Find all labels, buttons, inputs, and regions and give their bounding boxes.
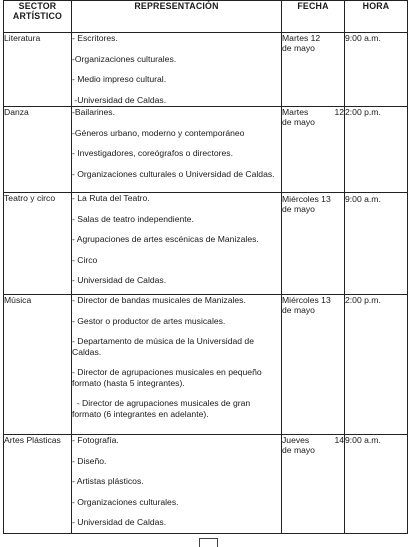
list-item: -Géneros urbano, moderno y contemporáneo xyxy=(72,127,245,138)
hora-cell: 2:00 p.m. xyxy=(345,107,408,193)
list-item: - Agrupaciones de artes escénicas de Manizales. xyxy=(72,234,259,245)
list-item: - Universidad de Caldas. xyxy=(72,517,167,528)
fecha-number: 12 xyxy=(334,107,344,117)
fecha-cell xyxy=(282,33,345,107)
list-item: - Gestor o productor de artes musicales. xyxy=(72,315,226,326)
fecha-number: 14 xyxy=(334,435,344,445)
table-row xyxy=(4,295,408,435)
list-item: - Director de agrupaciones musicales en pequeño formato (hasta 5 integrantes). xyxy=(72,367,262,388)
fecha-line: Miércoles 13 xyxy=(282,194,331,204)
list-item: - Escritores. xyxy=(72,33,118,43)
header-row xyxy=(4,1,408,33)
list-item: - Investigadores, coreógrafos o directores. xyxy=(72,148,233,159)
list-item: -Bailarines. xyxy=(72,107,115,117)
list-item: - Medio impreso cultural. xyxy=(72,74,167,85)
list-item: - Fotografía. xyxy=(72,435,119,445)
fecha-line: Martes 12 xyxy=(282,33,321,43)
table-row xyxy=(4,107,408,193)
hora-cell: 9:00 a.m. xyxy=(345,33,408,107)
table-row xyxy=(4,33,408,107)
header-representacion: REPRESENTACIÓN xyxy=(72,1,282,33)
sector-cell: Literatura xyxy=(4,33,72,107)
header-fecha: FECHA xyxy=(282,1,345,33)
hora-cell: 2:00 p.m. xyxy=(345,295,408,435)
representacion-cell xyxy=(72,33,282,107)
table-row xyxy=(4,193,408,295)
fecha-line xyxy=(282,107,344,117)
fecha-line xyxy=(282,435,344,445)
representacion-cell xyxy=(72,193,282,295)
list-item: - Circo xyxy=(72,254,98,265)
header-sector: SECTOR ARTÍSTICO xyxy=(4,1,72,33)
list-item: - Director de agrupaciones musicales de gran formato (6 integrantes en adelante). xyxy=(72,398,253,419)
table-row xyxy=(4,435,408,534)
sector-cell: Artes Plásticas xyxy=(4,435,72,534)
list-item: - Salas de teatro independiente. xyxy=(72,213,194,224)
representacion-cell xyxy=(72,107,282,193)
hora-cell: 9:00 a.m. xyxy=(345,193,408,295)
list-item: - Universidad de Caldas. xyxy=(72,275,167,286)
hora-cell: 9:00 a.m. xyxy=(345,435,408,534)
list-item: - Organizaciones culturales. xyxy=(72,496,179,507)
representacion-cell xyxy=(72,435,282,534)
page-edge-mark xyxy=(199,538,218,547)
fecha-line: de mayo xyxy=(282,117,315,128)
list-item: - La Ruta del Teatro. xyxy=(72,193,150,203)
sector-cell: Teatro y circo xyxy=(4,193,72,295)
header-hora: HORA xyxy=(345,1,408,33)
list-item: - Director de bandas musicales de Manizales. xyxy=(72,295,246,305)
fecha-line: de mayo xyxy=(282,43,315,54)
sector-cell: Danza xyxy=(4,107,72,193)
representacion-cell xyxy=(72,295,282,435)
fecha-line: Miércoles 13 xyxy=(282,295,331,305)
list-item: - Diseño. xyxy=(72,455,107,466)
fecha-day: Jueves xyxy=(282,435,310,445)
fecha-cell xyxy=(282,295,345,435)
list-item: - Artistas plásticos. xyxy=(72,476,144,487)
fecha-line: de mayo xyxy=(282,305,315,316)
fecha-line: de mayo xyxy=(282,204,315,215)
fecha-cell xyxy=(282,435,345,534)
list-item: - Departamento de música de la Universidad de Caldas. xyxy=(72,336,254,357)
list-item: - Organizaciones culturales o Universidad de Caldas. xyxy=(72,168,275,179)
fecha-line: de mayo xyxy=(282,445,315,456)
schedule-table xyxy=(3,0,408,534)
fecha-cell xyxy=(282,193,345,295)
list-item: -Universidad de Caldas. xyxy=(72,94,167,105)
list-item: -Organizaciones culturales. xyxy=(72,53,177,64)
fecha-cell xyxy=(282,107,345,193)
sector-cell: Música xyxy=(4,295,72,435)
fecha-day: Martes xyxy=(282,107,309,117)
